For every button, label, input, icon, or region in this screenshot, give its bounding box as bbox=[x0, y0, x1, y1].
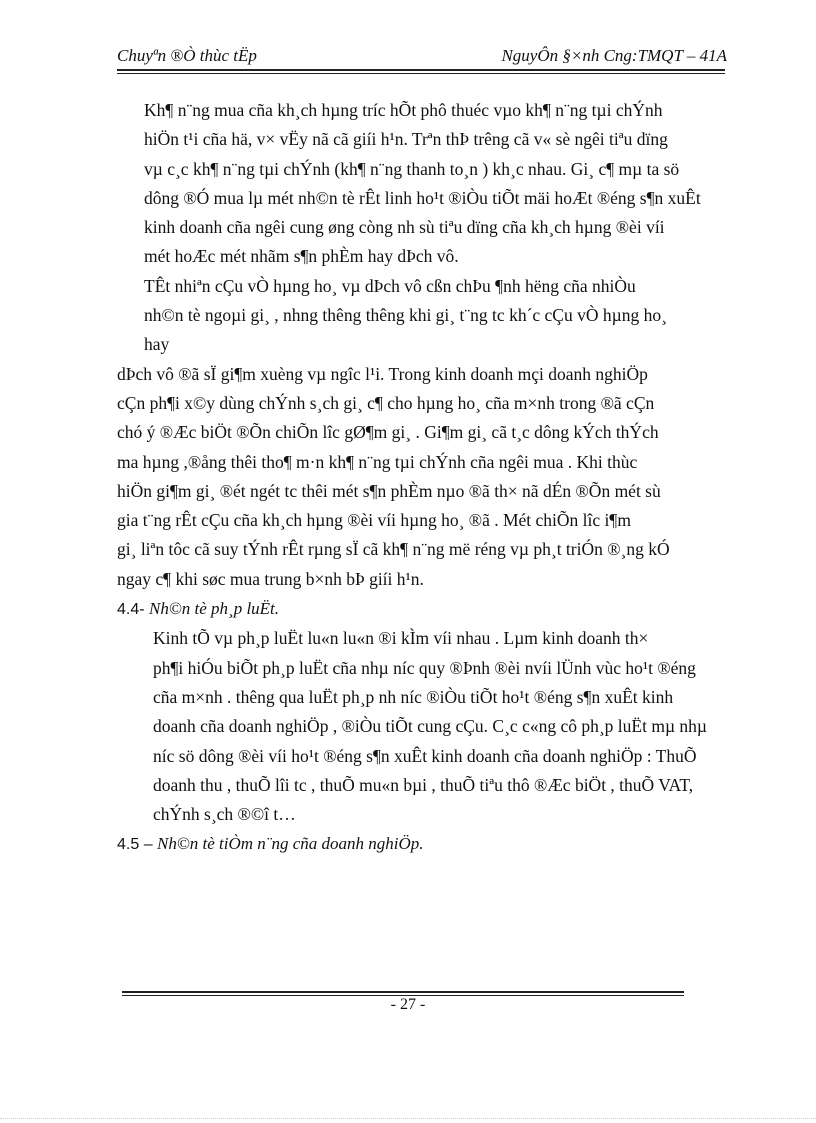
text-line: ngay c¶ khi søc mua trung b×nh bÞ giíi h¹n. bbox=[117, 568, 424, 589]
section-title: Nh©n tè ph¸p luËt. bbox=[149, 599, 280, 619]
paragraph-pricing-policy bbox=[117, 360, 727, 594]
section-heading-4-5 bbox=[117, 829, 727, 859]
text-line: níc sö dông ®èi víi ho¹t ®éng s¶n xuÊt kinh doanh cña doanh nghiÖp : ThuÕ bbox=[153, 745, 697, 766]
text-line: doanh thu , thuÕ lîi tc , thuÕ mu«n bµi , thuÕ tiªu thô ®Æc biÖt , thuÕ VAT, bbox=[153, 774, 694, 795]
text-line: gi¸ liªn tôc cã suy tÝnh rÊt rµng sÏ cã kh¶ n¨ng më réng vµ ph¸t triÓn ®¸ng kÓ bbox=[117, 539, 670, 560]
header-topic: Chuyªn ®Ò thùc tËp bbox=[117, 46, 257, 65]
text-line: hay bbox=[144, 334, 170, 355]
paragraph-demand-factors bbox=[117, 272, 727, 360]
text-line: nh©n tè ngoµi gi¸ , nhng thêng thêng khi gi¸ t¨ng tc kh´c cÇu vÒ hµng ho¸ bbox=[144, 305, 667, 326]
text-line: dÞch vô ®ã sÏ gi¶m xuèng vµ ngîc l¹i. Trong kinh doanh mçi doanh nghiÖp bbox=[117, 363, 648, 384]
section-number: 4.5 – bbox=[117, 836, 158, 854]
document-body bbox=[117, 96, 727, 860]
header-divider-thin bbox=[117, 73, 725, 74]
text-line: ph¶i hiÓu biÕt ph¸p luËt cña nhµ níc quy ®Þnh ®èi nvíi lÜnh vùc ho¹t ®éng bbox=[153, 657, 696, 678]
paragraph-purchasing-power bbox=[117, 96, 727, 272]
paragraph-legal-factors bbox=[117, 624, 727, 829]
text-line: Kh¶ n¨ng mua cña kh¸ch hµng tríc hÕt phô thuéc vµo kh¶ n¨ng tµi chÝnh bbox=[144, 100, 663, 120]
text-line: mét hoÆc mét nhãm s¶n phÈm hay dÞch vô. bbox=[144, 246, 459, 267]
header-divider bbox=[117, 69, 725, 71]
footer-divider bbox=[122, 991, 684, 993]
section-title: Nh©n tè tiÒm n¨ng cña doanh nghiÖp. bbox=[157, 834, 424, 854]
section-heading-4-4 bbox=[117, 594, 727, 624]
page-bottom-border bbox=[0, 1118, 816, 1119]
text-line: Kinh tÕ vµ ph¸p luËt lu«n lu«n ®i kÌm víi nhau . Lµm kinh doanh th× bbox=[153, 628, 649, 649]
text-line: hiÖn t¹i cña hä, v× vËy nã cã giíi h¹n. Trªn thÞ trêng cã v« sè ngêi tiªu dïng bbox=[144, 129, 668, 150]
text-line: vµ c¸c kh¶ n¨ng tµi chÝnh (kh¶ n¨ng thanh to¸n ) kh¸c nhau. Gi¸ c¶ mµ ta sö bbox=[144, 158, 680, 179]
text-line: kinh doanh cña ngêi cung øng còng nh sù tiªu dïng cña kh¸ch hµng ®èi víi bbox=[144, 217, 665, 238]
text-line: chÝnh s¸ch ®©î t… bbox=[153, 804, 296, 825]
page-number: - 27 - bbox=[390, 996, 426, 1013]
text-line: dông ®Ó mua lµ mét nh©n tè rÊt linh ho¹t ®iÒu tiÕt mäi hoÆt ®éng s¶n xuÊt bbox=[144, 187, 701, 208]
text-line: cña m×nh . thêng qua luËt ph¸p nh níc ®iÒu tiÕt ho¹t ®éng s¶n xuÊt kinh bbox=[153, 686, 674, 707]
text-line: hiÖn gi¶m gi¸ ®ét ngét tc thêi mét s¶n phÈm nµo ®ã th× nã dÉn ®Õn mét sù bbox=[117, 480, 661, 501]
text-line: gia t¨ng rÊt cÇu cña kh¸ch hµng ®èi víi hµng ho¸ ®ã . Mét chiÕn lîc i¶m bbox=[117, 510, 631, 531]
text-line: ma hµng ,®ång thêi tho¶ m·n kh¶ n¨ng tµi chÝnh cña ngêi mua . Khi thùc bbox=[117, 451, 638, 472]
header-author: NguyÔn §×nh Cng:TMQT – 41A bbox=[501, 46, 727, 65]
text-line: TÊt nhiªn cÇu vÒ hµng ho¸ vµ dÞch vô cßn chÞu ¶nh hëng cña nhiÒu bbox=[144, 275, 636, 296]
text-line: doanh cña doanh nghiÖp , ®iÒu tiÕt cung cÇu. C¸c c«ng cô ph¸p luËt mµ nhµ bbox=[153, 716, 707, 737]
section-number: 4.4- bbox=[117, 601, 150, 619]
page-header bbox=[117, 42, 727, 66]
text-line: cÇn ph¶i x©y dùng chÝnh s¸ch gi¸ c¶ cho hµng ho¸ cña m×nh trong ®ã cÇn bbox=[117, 392, 655, 413]
text-line: chó ý ®Æc biÖt ®Õn chiÕn lîc gØ¶m gi¸ . Gi¶m gi¸ cã t¸c dông kÝch thÝch bbox=[117, 422, 659, 443]
